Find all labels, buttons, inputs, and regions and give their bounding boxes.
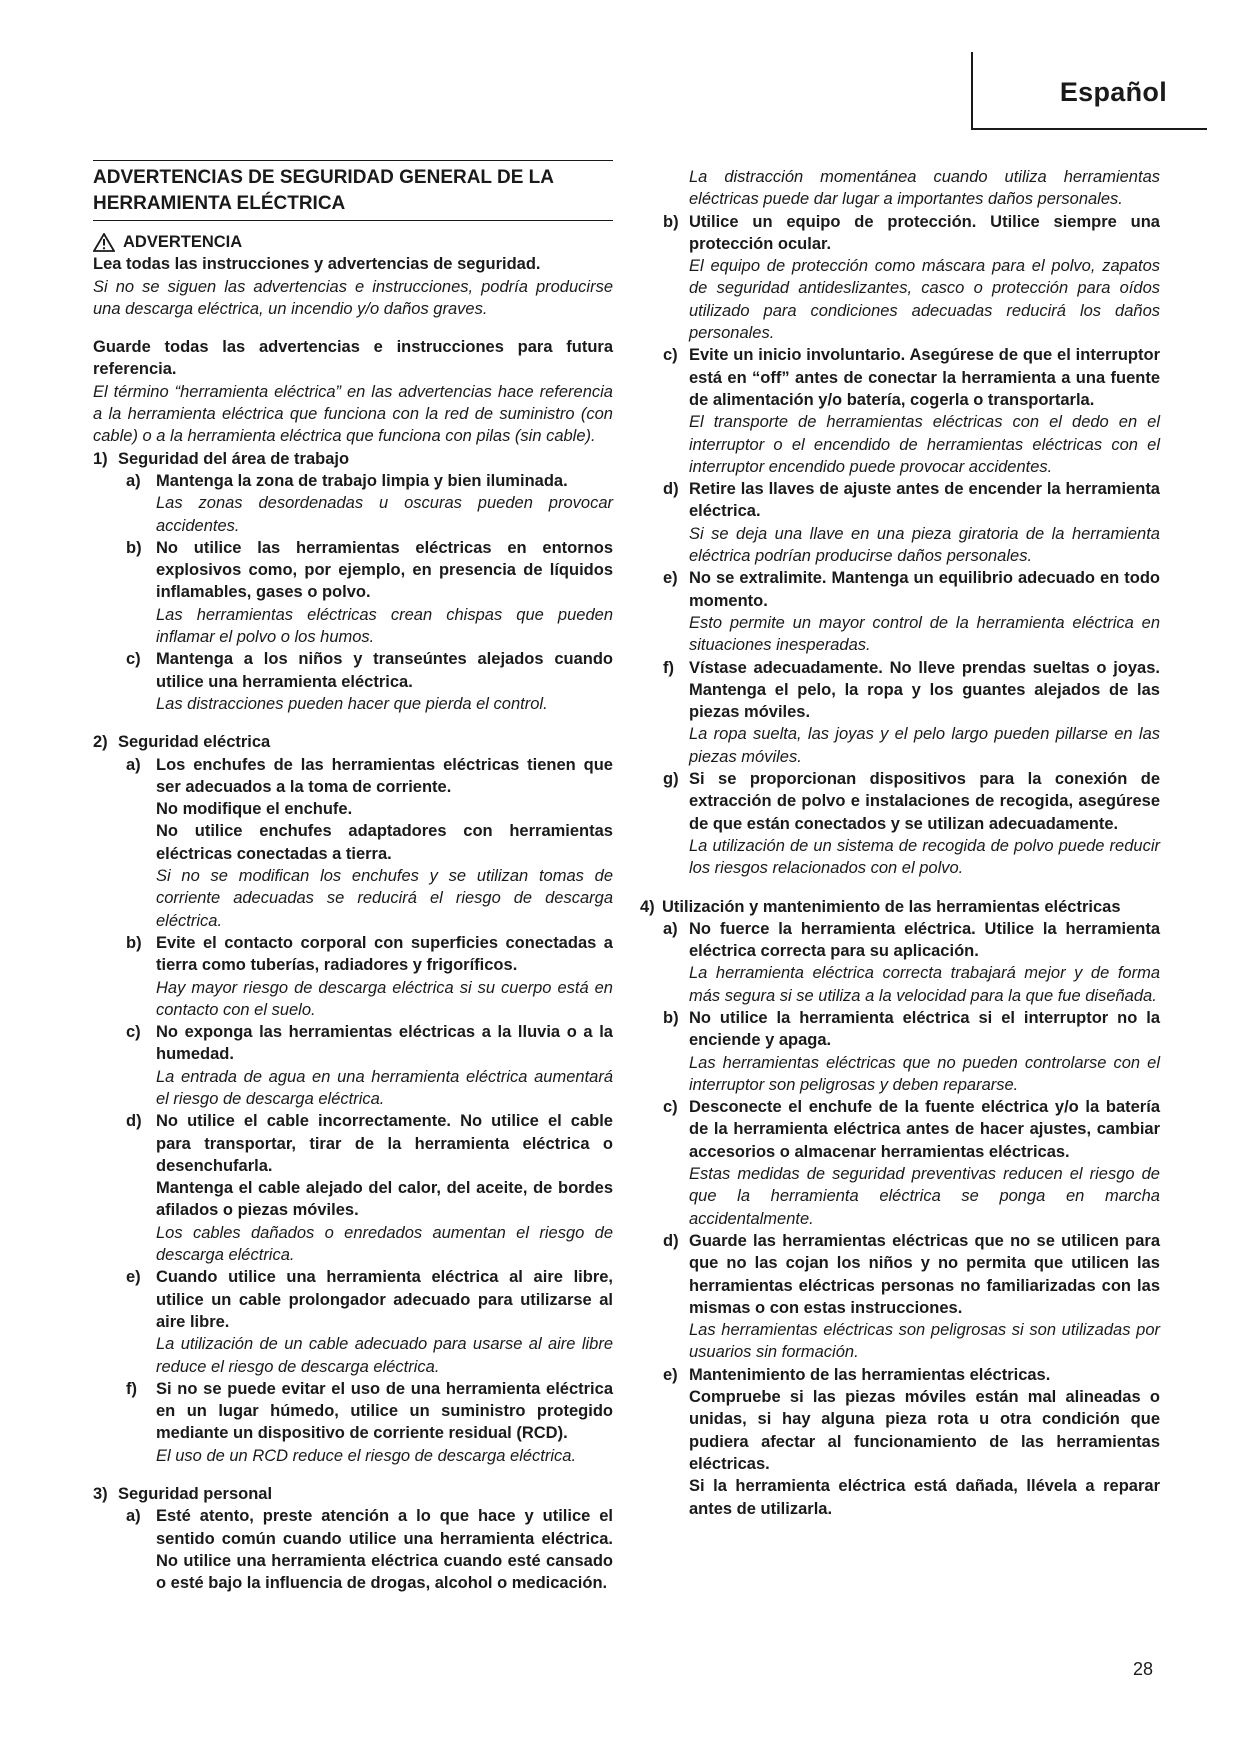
item-marker: a) [663, 919, 678, 938]
section-heading-text: Seguridad eléctrica [118, 733, 271, 752]
item-bold: Desconecte el enchufe de la fuente eléctrica y/o la batería de la herramienta eléctrica antes de hacer ajustes, cambiar accesorios o almacenar herramientas eléctricas. [689, 1098, 1160, 1161]
warning-bold: Lea todas las instrucciones y advertencias de seguridad. [93, 255, 541, 274]
list-item [663, 344, 1160, 478]
item-bold: No modifique el enchufe. [156, 800, 353, 819]
item-italic: La herramienta eléctrica correcta trabajará mejor y de forma más segura si se utiliza a la velocidad para la que fue diseñada. [689, 964, 1160, 1005]
item-marker: a) [126, 471, 141, 490]
item-bold: Evite el contacto corporal con superficies conectadas a tierra como tuberías, radiadores y frigoríficos. [156, 933, 613, 975]
list-item [663, 567, 1160, 656]
item-italic: La utilización de un cable adecuado para usarse al aire libre reduce el riesgo de descarga eléctrica. [156, 1335, 613, 1376]
item-bold: No utilice las herramientas eléctricas en entornos explosivos como, por ejemplo, en presencia de líquidos inflamables, gases o polvo. [156, 538, 613, 602]
section-title: ADVERTENCIAS DE SEGURIDAD GENERAL DE LA HERRAMIENTA ELÉCTRICA [93, 160, 613, 221]
item-bold: Compruebe si las piezas móviles están mal alineadas o unidas, si hay alguna pieza rota u otra condición que pudiera afectar al funcionamiento de las herramientas eléctricas. [689, 1388, 1160, 1473]
item-marker: e) [663, 569, 678, 588]
page-number: 28 [1133, 1659, 1154, 1679]
list-item [126, 1110, 613, 1266]
item-marker: d) [663, 1231, 679, 1250]
section-number: 2) [93, 733, 108, 752]
item-marker: c) [663, 346, 678, 365]
section-3-heading [93, 1483, 613, 1505]
right-column [640, 166, 1160, 1520]
item-bold: Retire las llaves de ajuste antes de encender la herramienta eléctrica. [689, 480, 1160, 521]
item-bold: Mantenimiento de las herramientas eléctricas. [689, 1365, 1051, 1384]
left-column [93, 160, 613, 1595]
item-bold: Mantenga la zona de trabajo limpia y bien iluminada. [156, 471, 568, 490]
item-bold: Si no se puede evitar el uso de una herramienta eléctrica en un lugar húmedo, utilice un suministro protegido mediante un dispositivo de corriente residual (RCD). [156, 1379, 613, 1443]
list-item-continued [663, 166, 1160, 211]
section-number: 1) [93, 449, 108, 468]
item-italic: Las zonas desordenadas u oscuras pueden provocar accidentes. [156, 494, 613, 535]
list-item [126, 1505, 613, 1594]
item-bold: Si se proporcionan dispositivos para la conexión de extracción de polvo e instalaciones de recogida, asegúrese de que están conectados y se utilizan adecuadamente. [689, 770, 1160, 833]
item-marker: b) [126, 933, 142, 952]
item-bold: Vístase adecuadamente. No lleve prendas sueltas o joyas. Mantenga el pelo, la ropa y los guantes alejados de las piezas móviles. [689, 658, 1160, 722]
item-italic: El uso de un RCD reduce el riesgo de descarga eléctrica. [156, 1446, 577, 1465]
item-marker: a) [126, 755, 141, 774]
list-item [126, 537, 613, 648]
item-bold: No utilice el cable incorrectamente. No utilice el cable para transportar, tirar de la herramienta eléctrica o desenchufarla. [156, 1112, 613, 1175]
section-number: 4) [640, 897, 655, 916]
warning-triangle-icon [93, 233, 115, 252]
item-bold: Utilice un equipo de protección. Utilice siempre una protección ocular. [689, 212, 1160, 253]
warning-heading [93, 231, 613, 253]
list-item [663, 1096, 1160, 1230]
list-item [663, 211, 1160, 345]
list-item [663, 1364, 1160, 1520]
section-heading-text: Seguridad del área de trabajo [118, 449, 350, 468]
section-number: 3) [93, 1485, 108, 1504]
section-2-heading [93, 731, 613, 753]
item-marker: b) [663, 212, 679, 231]
item-italic: La ropa suelta, las joyas y el pelo largo pueden pillarse en las piezas móviles. [689, 725, 1160, 766]
item-italic: Si se deja una llave en una pieza giratoria de la herramienta eléctrica podrían producirse daños personales. [689, 524, 1160, 566]
language-tab [971, 52, 1207, 130]
item-italic: Las herramientas eléctricas son peligrosas si son utilizadas por usuarios sin formación. [689, 1321, 1160, 1362]
list-item [663, 478, 1160, 567]
section-heading-text: Seguridad personal [118, 1485, 273, 1504]
item-italic: Hay mayor riesgo de descarga eléctrica si su cuerpo está en contacto con el suelo. [156, 978, 613, 1019]
list-item [126, 470, 613, 537]
item-italic: El equipo de protección como máscara para el polvo, zapatos de seguridad antideslizantes, casco o protección para oídos utilizado para condiciones adecuadas reducirá los daños personales. [689, 257, 1160, 343]
item-bold: No utilice enchufes adaptadores con herramientas eléctricas conectadas a tierra. [156, 822, 613, 863]
item-marker: a) [126, 1507, 141, 1526]
section-heading-text: Utilización y mantenimiento de las herramientas eléctricas [662, 897, 1121, 916]
item-marker: c) [126, 1023, 141, 1042]
section-1-heading [93, 448, 613, 470]
list-item [126, 1021, 613, 1110]
item-bold: Si la herramienta eléctrica está dañada, llévela a reparar antes de utilizarla. [689, 1477, 1160, 1518]
list-item [663, 768, 1160, 879]
warning-label: ADVERTENCIA [123, 233, 243, 251]
list-item [663, 918, 1160, 1007]
item-bold: Guarde las herramientas eléctricas que no se utilicen para que no las cojan los niños y no permita que utilicen las herramientas eléctricas personas no familiarizadas con las mismas o con estas instrucciones. [689, 1231, 1160, 1317]
item-marker: d) [663, 480, 679, 499]
section-4-heading [640, 896, 1160, 918]
list-item [663, 657, 1160, 768]
item-marker: f) [663, 658, 674, 677]
item-italic: Si no se modifican los enchufes y se utilizan tomas de corriente adecuadas se reducirá el riesgo de descarga eléctrica. [156, 867, 613, 930]
item-italic: Los cables dañados o enredados aumentan el riesgo de descarga eléctrica. [156, 1223, 613, 1265]
item-marker: f) [126, 1379, 137, 1398]
item-marker: e) [663, 1365, 678, 1384]
item-italic: Las distracciones pueden hacer que pierda el control. [156, 694, 548, 713]
list-item [126, 1378, 613, 1467]
item-italic: Las herramientas eléctricas que no pueden controlarse con el interruptor son peligrosas y deben repararse. [689, 1053, 1160, 1094]
item-bold: Evite un inicio involuntario. Asegúrese de que el interruptor está en “off” antes de conectar la herramienta a una fuente de alimentación y/o batería, cogerla o transportarla. [689, 346, 1160, 409]
list-item [126, 754, 613, 932]
item-bold: No se extralimite. Mantenga un equilibrio adecuado en todo momento. [689, 569, 1160, 610]
item-italic: Las herramientas eléctricas crean chispas que pueden inflamar el polvo o los humos. [156, 605, 613, 647]
item-marker: b) [663, 1008, 679, 1027]
keep-bold: Guarde todas las advertencias e instrucciones para futura referencia. [93, 338, 613, 379]
list-item [126, 1266, 613, 1377]
item-marker: b) [126, 538, 142, 557]
item-bold: Los enchufes de las herramientas eléctricas tienen que ser adecuados a la toma de corriente. [156, 755, 613, 796]
item-bold: Mantenga a los niños y transeúntes alejados cuando utilice una herramienta eléctrica. [156, 650, 613, 691]
item-bold: No exponga las herramientas eléctricas a la lluvia o a la humedad. [156, 1023, 613, 1064]
item-marker: c) [663, 1098, 678, 1117]
warning-italic: Si no se siguen las advertencias e instrucciones, podría producirse una descarga eléctrica, un incendio y/o daños graves. [93, 277, 613, 318]
item-marker: e) [126, 1268, 141, 1287]
list-item [126, 932, 613, 1021]
item-italic: La distracción momentánea cuando utiliza herramientas eléctricas puede dar lugar a importantes daños personales. [689, 168, 1160, 209]
item-italic: Estas medidas de seguridad preventivas reducen el riesgo de que la herramienta eléctrica se ponga en marcha accidentalmente. [689, 1165, 1160, 1228]
item-bold: Cuando utilice una herramienta eléctrica al aire libre, utilice un cable prolongador adecuado para utilizarse al aire libre. [156, 1268, 613, 1331]
item-bold: Esté atento, preste atención a lo que hace y utilice el sentido común cuando utilice una herramienta eléctrica. No utilice una herramienta eléctrica cuando esté cansado o esté bajo la influencia de drogas, alcohol o medicación. [156, 1507, 613, 1593]
list-item [663, 1007, 1160, 1096]
item-marker: c) [126, 650, 141, 669]
item-italic: La utilización de un sistema de recogida de polvo puede reducir los riesgos relacionados con el polvo. [689, 836, 1160, 878]
item-marker: g) [663, 770, 679, 789]
item-bold: No fuerce la herramienta eléctrica. Utilice la herramienta eléctrica correcta para su aplicación. [689, 919, 1160, 961]
item-marker: d) [126, 1112, 142, 1131]
item-italic: El transporte de herramientas eléctricas con el dedo en el interruptor o el encendido de herramientas eléctricas con el interruptor encendido puede provocar accidentes. [689, 413, 1160, 476]
language-label: Español [1059, 77, 1167, 107]
list-item [663, 1230, 1160, 1364]
item-bold: Mantenga el cable alejado del calor, del aceite, de bordes afilados o piezas móviles. [156, 1179, 613, 1220]
list-item [126, 648, 613, 715]
item-italic: Esto permite un mayor control de la herramienta eléctrica en situaciones inesperadas. [689, 613, 1160, 655]
item-bold: No utilice la herramienta eléctrica si el interruptor no la enciende y apaga. [689, 1008, 1160, 1050]
item-italic: La entrada de agua en una herramienta eléctrica aumentará el riesgo de descarga eléctrica. [156, 1067, 613, 1108]
keep-italic: El término “herramienta eléctrica” en las advertencias hace referencia a la herramienta eléctrica que funciona con la red de suministro (con cable) o a la herramienta eléctrica que funciona con pilas (sin cable). [93, 382, 613, 446]
